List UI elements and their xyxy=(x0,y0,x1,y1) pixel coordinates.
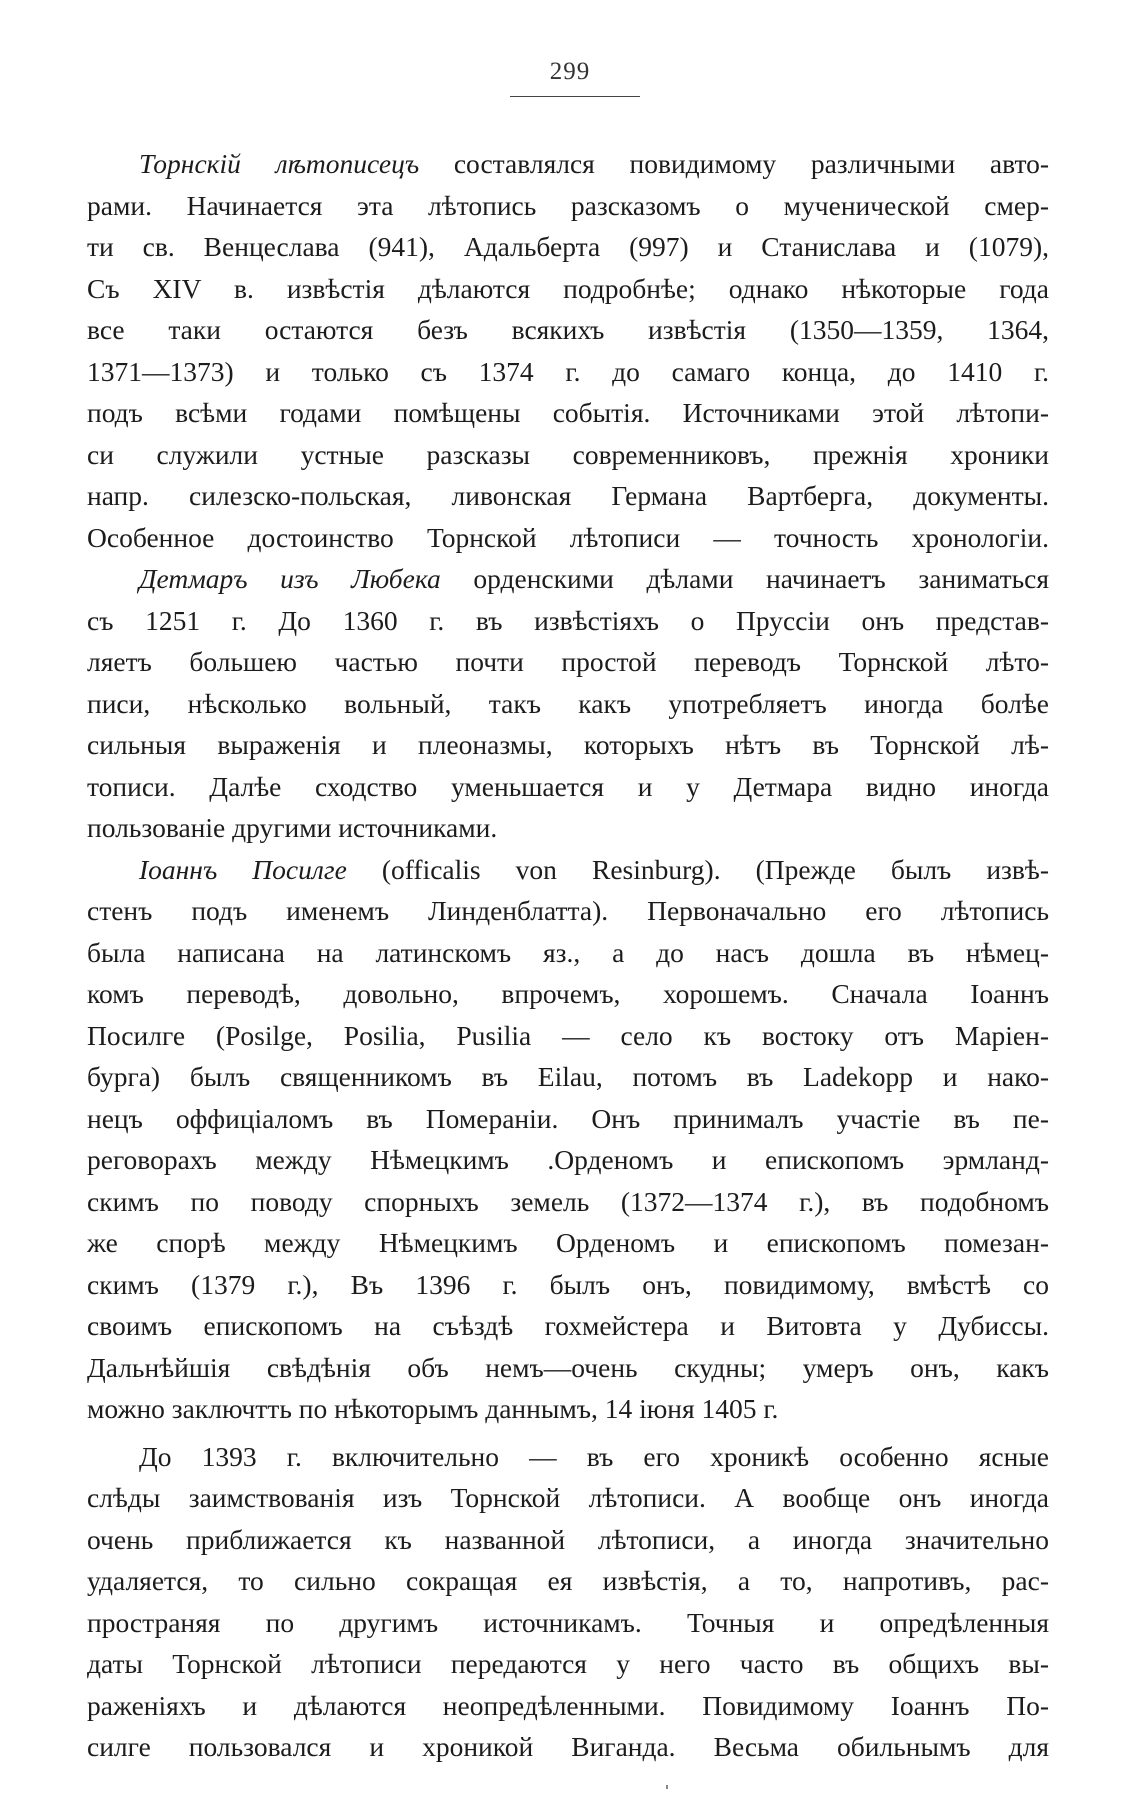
text-line: съ 1251 г. До 1360 г. въ извѣстіяхъ о Пруссіи онъ представ- xyxy=(87,604,1049,636)
text-line: очень приближается къ названной лѣтописи, а иногда значительно xyxy=(87,1523,1049,1555)
italic-term: Детмаръ изъ Любека xyxy=(139,563,441,594)
text-line: ляетъ большею частью почти простой переводъ Торнской лѣто- xyxy=(87,646,1049,677)
text-line: слѣды заимствованія изъ Торнской лѣтописи. А вообще онъ иногда xyxy=(87,1482,1049,1513)
text-line: все таки остаются безъ всякихъ извѣстія (1350—1359, 1364, xyxy=(87,314,1049,345)
text-line: тописи. Далѣе сходство уменьшается и у Детмара видно иногда xyxy=(87,770,1049,802)
text-line: Торнскій лѣтописецъ составлялся повидимому различными авто- xyxy=(139,148,1049,179)
text-line: си служили устные разсказы современниковъ, прежнія хроники xyxy=(87,438,1049,470)
text-line: нецъ оффиціаломъ въ Помераніи. Онъ принималъ участіе въ пе- xyxy=(87,1102,1049,1134)
text-line: раженіяхъ и дѣлаются неопредѣленными. Повидимому Іоаннъ По- xyxy=(87,1689,1049,1721)
italic-term: Іоаннъ Посилге xyxy=(139,853,347,885)
text-line: реговорахъ между Нѣмецкимъ .Орденомъ и епископомъ эрмланд- xyxy=(87,1144,1049,1175)
text-line: рами. Начинается эта лѣтопись разсказомъ о мученической смер- xyxy=(87,189,1049,221)
text-line: 1371—1373) и только съ 1374 г. до самаго конца, до 1410 г. xyxy=(87,355,1049,387)
text-line: пользованіе другими источниками. xyxy=(87,812,498,843)
paragraph-posilge xyxy=(87,849,1049,1430)
text-line: комъ переводѣ, довольно, впрочемъ, хорошемъ. Сначала Іоаннъ xyxy=(87,978,1049,1009)
text-line: скимъ (1379 г.), Въ 1396 г. былъ онъ, повидимому, вмѣстѣ со xyxy=(87,1268,1049,1300)
text-line: силге пользовался и хроникой Виганда. Весьма обильнымъ для xyxy=(87,1731,1049,1762)
print-speck xyxy=(666,1785,668,1789)
text-line: сильныя выраженія и плеоназмы, которыхъ нѣтъ въ Торнской лѣ- xyxy=(87,729,1049,760)
italic-term: Торнскій лѣтописецъ xyxy=(139,148,420,179)
text-line: своимъ епископомъ на съѣздѣ гохмейстера и Витовта у Дубиссы. xyxy=(87,1310,1049,1341)
text-line: стенъ подъ именемъ Линденблатта). Первоначально его лѣтопись xyxy=(87,895,1049,926)
text-line: подъ всѣми годами помѣщены событія. Источниками этой лѣтопи- xyxy=(87,397,1049,428)
paragraph-detmar xyxy=(87,558,1049,849)
text-line: Детмаръ изъ Любека орденскими дѣлами начинаетъ заниматься xyxy=(139,563,1049,594)
text-line: была написана на латинскомъ яз., а до насъ дошла въ нѣмец- xyxy=(87,936,1049,968)
body-text xyxy=(87,143,1049,1768)
text-line: писи, нѣсколько вольный, такъ какъ употребляетъ иногда болѣе xyxy=(87,687,1049,719)
text-line: пространяя по другимъ источникамъ. Точныя и опредѣленныя xyxy=(87,1606,1049,1638)
text-line: Особенное достоинство Торнской лѣтописи — точность хронологіи. xyxy=(87,521,1049,553)
text-line: Съ XIV в. извѣстія дѣлаются подробнѣе; однако нѣкоторые года xyxy=(87,272,1049,304)
text-line: Посилге (Posilge, Posilia, Pusilia — село къ востоку отъ Маріен- xyxy=(87,1019,1049,1051)
paragraph-torun-chronicle xyxy=(87,143,1049,558)
text-line: можно заключтть по нѣкоторымъ даннымъ, 14 іюня 1405 г. xyxy=(87,1393,779,1424)
text-line: бурга) былъ священникомъ въ Eilau, потомъ въ Ladekopp и нако- xyxy=(87,1061,1049,1092)
text-line: ти св. Венцеслава (941), Адальберта (997) и Станислава и (1079), xyxy=(87,231,1049,262)
text-line: удаляется, то сильно сокращая ея извѣстія, а то, напротивъ, рас- xyxy=(87,1565,1049,1596)
text-line: напр. силезско-польская, ливонская Германа Вартберга, документы. xyxy=(87,480,1049,511)
text-line: даты Торнской лѣтописи передаются у него часто въ общихъ вы- xyxy=(87,1648,1049,1679)
page-number: 299 xyxy=(549,58,591,85)
text-line: Іоаннъ Посилге (officalis von Resinburg). (Прежде былъ извѣ- xyxy=(139,853,1049,885)
text-line: Дальнѣйшія свѣдѣнія объ немъ—очень скудны; умеръ онъ, какъ xyxy=(87,1351,1049,1383)
paragraph-sources xyxy=(87,1436,1049,1768)
text-line: До 1393 г. включительно — въ его хроникѣ особенно ясные xyxy=(139,1440,1049,1472)
text-line: скимъ по поводу спорныхъ земель (1372—1374 г.), въ подобномъ xyxy=(87,1185,1049,1217)
header-rule xyxy=(510,96,640,97)
text-line: же спорѣ между Нѣмецкимъ Орденомъ и епископомъ помезан- xyxy=(87,1227,1049,1258)
